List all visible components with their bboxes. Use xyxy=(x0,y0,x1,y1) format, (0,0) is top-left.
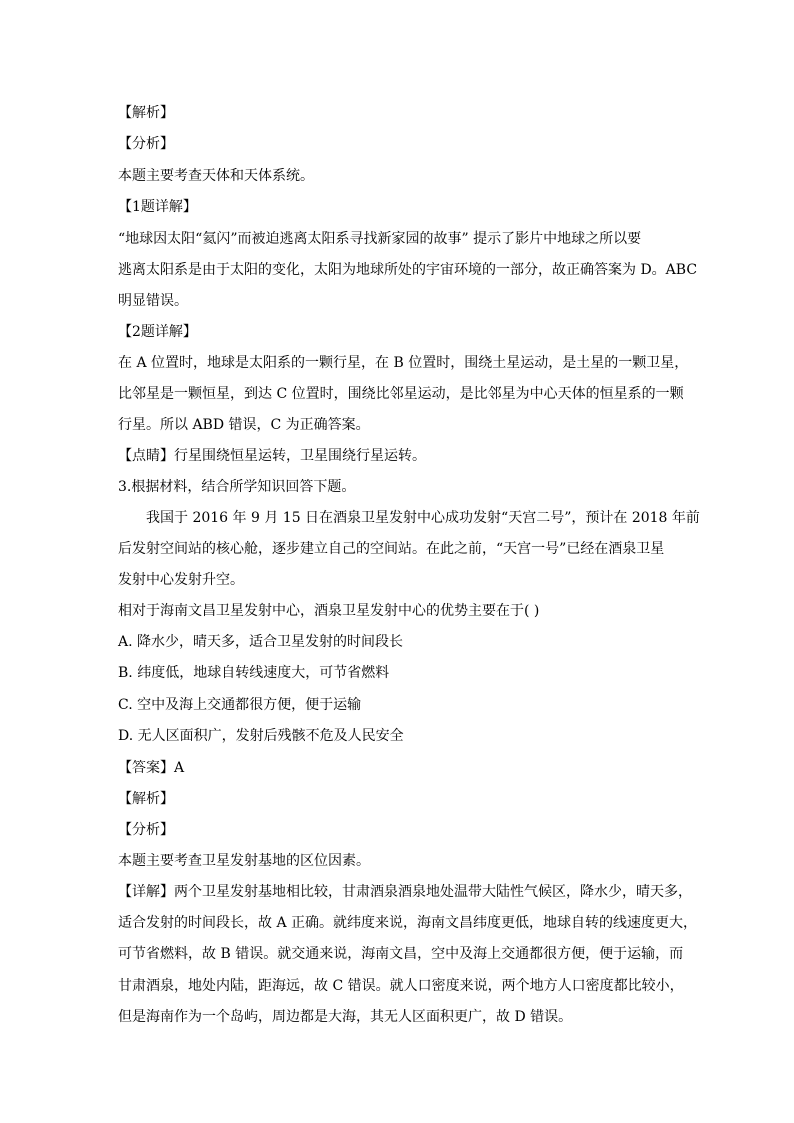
paragraph-line: 本题主要考查卫星发射基地的区位因素。 xyxy=(118,853,370,869)
question-title: 3.根据材料，结合所学知识回答下题。 xyxy=(118,479,356,495)
option-d: D. 无人区面积广，发射后残骸不危及人民安全 xyxy=(118,728,404,744)
section-heading: 【1题详解】 xyxy=(118,199,197,215)
section-heading: 【解析】 xyxy=(118,105,174,121)
paragraph-line: 在 A 位置时，地球是太阳系的一颗行星，在 B 位置时，围绕土星运动，是土星的一颗卫星， xyxy=(118,355,689,371)
question-stem: 相对于海南文昌卫星发射中心，酒泉卫星发射中心的优势主要在于( ) xyxy=(118,603,540,619)
material-paragraph: 发射中心发射升空。 xyxy=(118,572,244,588)
option-c: C. 空中及海上交通都很方便，便于运输 xyxy=(118,697,362,713)
paragraph-line: 适合发射的时间段长，故 A 正确。就纬度来说，海南文昌纬度更低，地球自转的线速度更大， xyxy=(118,915,698,931)
paragraph-line: 行星。所以 ABD 错误，C 为正确答案。 xyxy=(118,417,370,433)
section-heading: 【分析】 xyxy=(118,136,174,152)
paragraph-line: 【详解】两个卫星发射基地相比较，甘肃酒泉酒泉地处温带大陆性气候区，降水少，晴天多， xyxy=(118,884,692,900)
paragraph-line: 但是海南作为一个岛屿，周边都是大海，其无人区面积更广，故 D 错误。 xyxy=(118,1009,573,1025)
material-paragraph: 后发射空间站的核心舱，逐步建立自己的空间站。在此之前，“天宫一号”已经在酒泉卫星 xyxy=(118,541,665,557)
paragraph-line: 本题主要考查天体和天体系统。 xyxy=(118,168,314,184)
section-heading: 【2题详解】 xyxy=(118,324,197,340)
paragraph-line: 逃离太阳系是由于太阳的变化，太阳为地球所处的宇宙环境的一部分，故正确答案为 D。ABC xyxy=(118,262,698,278)
paragraph-line: 比邻星是一颗恒星，到达 C 位置时，围绕比邻星运动，是比邻星为中心天体的恒星系的一颗 xyxy=(118,386,684,402)
option-b: B. 纬度低，地球自转线速度大，可节省燃料 xyxy=(118,665,390,681)
material-paragraph: 我国于 2016 年 9 月 15 日在酒泉卫星发射中心成功发射“天宫二号”，预计在 2018 年前 xyxy=(146,510,700,526)
paragraph-line: 甘肃酒泉，地处内陆，距海远，故 C 错误。就人口密度来说，两个地方人口密度都比较小， xyxy=(118,978,684,994)
answer-line: 【答案】A xyxy=(118,760,185,776)
option-a: A. 降水少，晴天多，适合卫星发射的时间段长 xyxy=(118,634,404,650)
paragraph-line: 【点睛】行星围绕恒星运转，卫星围绕行星运转。 xyxy=(118,448,426,464)
paragraph-line: 可节省燃料，故 B 错误。就交通来说，海南文昌，空中及海上交通都很方便，便于运输，而 xyxy=(118,946,684,962)
paragraph-line: 明显错误。 xyxy=(118,293,188,309)
section-heading: 【分析】 xyxy=(118,822,174,838)
section-heading: 【解析】 xyxy=(118,791,174,807)
paragraph-line: “地球因太阳“氦闪”而被迫逃离太阳系寻找新家园的故事” 提示了影片中地球之所以要 xyxy=(118,231,642,247)
